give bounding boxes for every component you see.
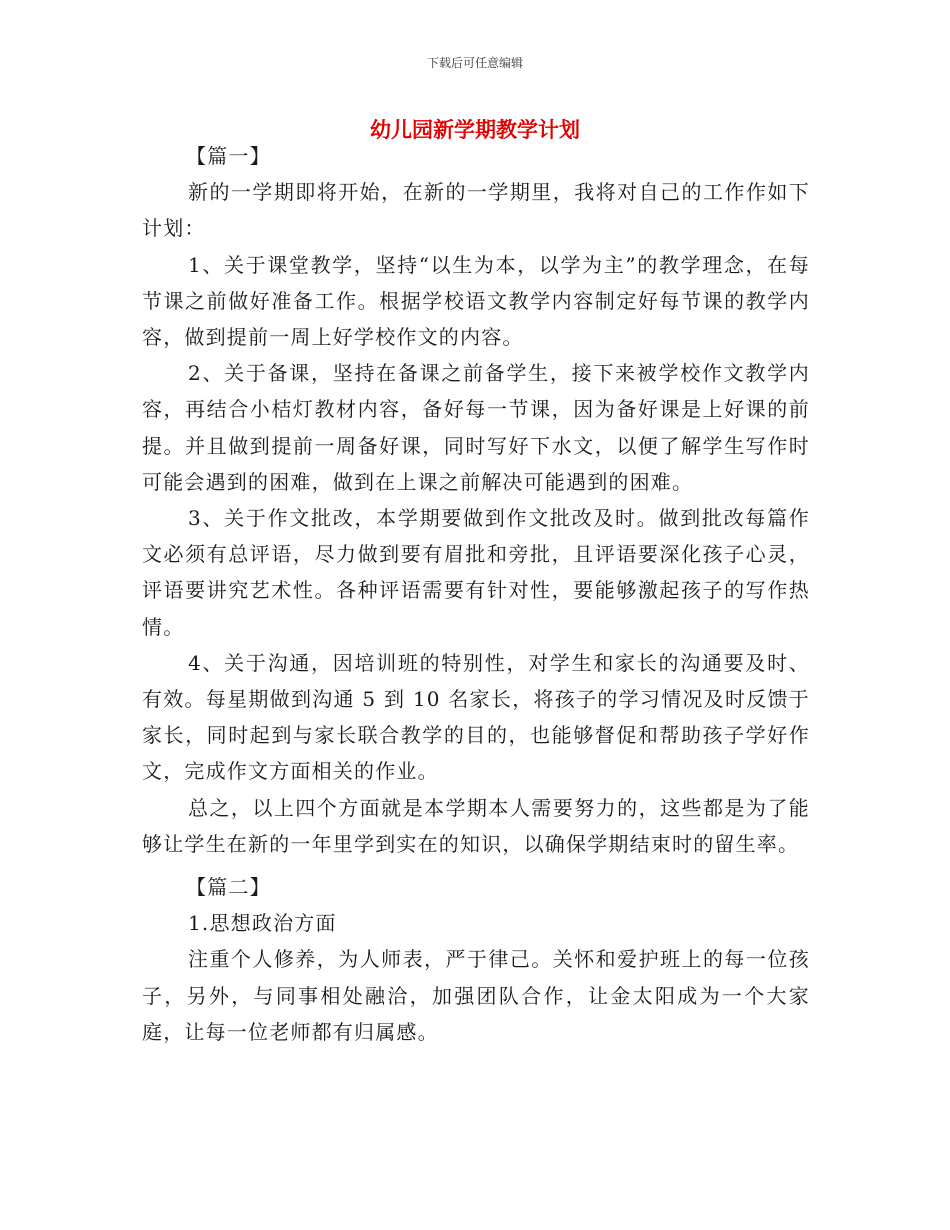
paragraph-body: 注重个人修养，为人师表，严于律己。关怀和爱护班上的每一位孩子，另外，与同事相处融洽，加强团队合作，让金太阳成为一个大家庭，让每一位老师都有归属感。 [142, 947, 810, 1044]
paragraph-item-3: 3、关于作文批改，本学期要做到作文批改及时。做到批改每篇作文必须有总评语，尽力做到要有眉批和旁批，且评语要深化孩子心灵，评语要讲究艺术性。各种评语需要有针对性，要能够激起孩子的写作热情。 [142, 506, 810, 639]
paragraph-item-1: 1、关于课堂教学，坚持“以生为本，以学为主”的教学理念，在每节课之前做好准备工作。根据学校语文教学内容制定好每节课的教学内容，做到提前一周上好学校作文的内容。 [142, 252, 810, 350]
document-body [142, 138, 810, 1050]
paragraph-intro: 新的一学期即将开始，在新的一学期里，我将对自己的工作作如下计划： [142, 180, 810, 241]
page-header: 下载后可任意编辑 [426, 56, 523, 70]
section-heading-2: 【篇二】 [186, 875, 271, 900]
paragraph-subheading: 1.思想政治方面 [188, 911, 337, 936]
paragraph-item-4: 4、关于沟通，因培训班的特别性，对学生和家长的沟通要及时、有效。每星期做到沟通 5 到 10 名家长，将孩子的学习情况及时反馈于家长，同时起到与家长联合教学的目的，也能够督促和帮助孩子学好作文，完成作文方面相关的作业。 [142, 650, 810, 784]
document-title: 幼儿园新学期教学计划 [370, 118, 580, 142]
paragraph-item-2: 2、关于备课，坚持在备课之前备学生，接下来被学校作文教学内容，再结合小桔灯教材内容，备好每一节课，因为备好课是上好课的前提。并且做到提前一周备好课，同时写好下水文，以便了解学生写作时可能会遇到的困难，做到在上课之前解决可能遇到的困难。 [142, 361, 810, 494]
section-heading-1: 【篇一】 [186, 144, 271, 168]
paragraph-summary: 总之，以上四个方面就是本学期本人需要努力的，这些都是为了能够让学生在新的一年里学到实在的知识，以确保学期结束时的留生率。 [142, 795, 810, 856]
